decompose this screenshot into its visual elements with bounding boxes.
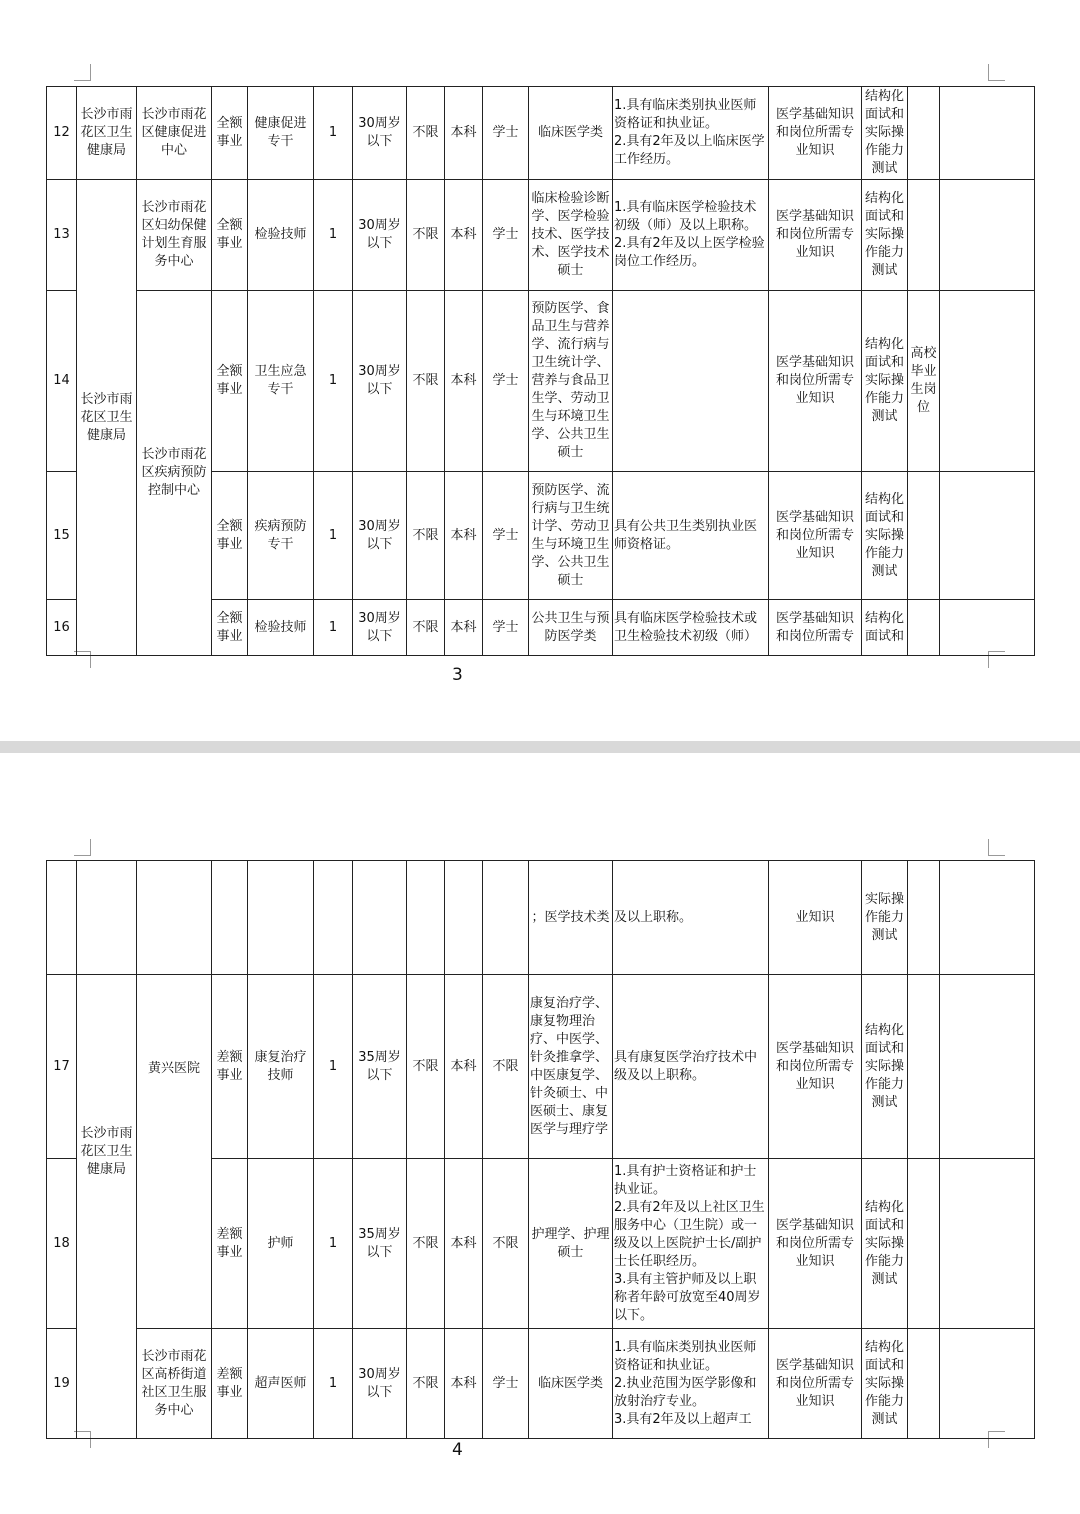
- unit-type-cell: 全额事业: [212, 87, 248, 180]
- requirement-cell: 及以上职称。: [613, 861, 769, 975]
- unit-type-cell: 差额事业: [212, 1329, 248, 1439]
- unit-type-cell: 差额事业: [212, 975, 248, 1159]
- table-row: [47, 180, 1035, 291]
- row-number: 13: [47, 180, 77, 291]
- remark-cell: [940, 180, 1035, 291]
- row-number: 17: [47, 975, 77, 1159]
- recruitment-table-page4: [46, 860, 1035, 1439]
- gender-cell: 不限: [407, 1159, 445, 1329]
- crop-mark: [988, 64, 1005, 81]
- note-cell: [908, 861, 940, 975]
- post-cell: 超声医师: [248, 1329, 314, 1439]
- count-cell: 1: [314, 472, 353, 600]
- count-cell: 1: [314, 975, 353, 1159]
- page-number: 3: [452, 665, 463, 685]
- education-cell: 本科: [445, 1329, 483, 1439]
- count-cell: 1: [314, 180, 353, 291]
- exam-cell: 医学基础知识和岗位所需专业知识: [769, 180, 862, 291]
- requirement-cell: 1.具有临床类别执业医师资格证和执业证。 2.具有2年及以上临床医学工作经历。: [613, 87, 769, 180]
- interview-cell: 实际操作能力测试: [862, 861, 908, 975]
- major-cell: 临床检验诊断学、医学检验技术、医学技术、医学技术硕士: [529, 180, 613, 291]
- crop-mark: [74, 839, 91, 856]
- education-cell: 本科: [445, 87, 483, 180]
- education-cell: 本科: [445, 291, 483, 472]
- degree-cell: 不限: [483, 1159, 529, 1329]
- department-cell: 长沙市雨花区卫生健康局: [77, 180, 137, 656]
- requirement-cell: [613, 291, 769, 472]
- post-cell: 护师: [248, 1159, 314, 1329]
- age-cell: [353, 861, 407, 975]
- interview-cell: 结构化面试和实际操作能力测试: [862, 1159, 908, 1329]
- count-cell: 1: [314, 1329, 353, 1439]
- major-cell: 预防医学、食品卫生与营养学、流行病与卫生统计学、营养与食品卫生学、劳动卫生与环境卫生学、公共卫生硕士: [529, 291, 613, 472]
- page-number: 4: [452, 1440, 463, 1460]
- gender-cell: 不限: [407, 472, 445, 600]
- interview-cell: 结构化面试和实际操作能力测试: [862, 472, 908, 600]
- education-cell: 本科: [445, 180, 483, 291]
- remark-cell: [940, 861, 1035, 975]
- unit-type-cell: 差额事业: [212, 1159, 248, 1329]
- remark-cell: [940, 975, 1035, 1159]
- unit-type-cell: 全额事业: [212, 180, 248, 291]
- gender-cell: 不限: [407, 87, 445, 180]
- note-cell: [908, 600, 940, 656]
- age-cell: 35周岁以下: [353, 1159, 407, 1329]
- table-row: [47, 87, 1035, 180]
- requirement-cell: 1.具有临床医学检验技术初级（师）及以上职称。 2.具有2年及以上医学检验岗位工作经历。: [613, 180, 769, 291]
- age-cell: 30周岁以下: [353, 180, 407, 291]
- age-cell: 30周岁以下: [353, 472, 407, 600]
- post-cell: 健康促进专干: [248, 87, 314, 180]
- post-cell: [248, 861, 314, 975]
- gender-cell: 不限: [407, 291, 445, 472]
- row-number: 15: [47, 472, 77, 600]
- degree-cell: 学士: [483, 600, 529, 656]
- remark-cell: [940, 1159, 1035, 1329]
- page-separator: [0, 741, 1080, 753]
- interview-cell: 结构化面试和实际操作能力测试: [862, 87, 908, 180]
- crop-mark: [988, 839, 1005, 856]
- unit-cell: 长沙市雨花区健康促进中心: [137, 87, 212, 180]
- row-number: 12: [47, 87, 77, 180]
- unit-cell: [137, 861, 212, 975]
- exam-cell: 医学基础知识和岗位所需专业知识: [769, 472, 862, 600]
- department-cell: [77, 861, 137, 975]
- requirement-cell: 具有公共卫生类别执业医师资格证。: [613, 472, 769, 600]
- row-number: 16: [47, 600, 77, 656]
- note-cell: [908, 975, 940, 1159]
- count-cell: [314, 861, 353, 975]
- table-row: [47, 291, 1035, 472]
- education-cell: 本科: [445, 472, 483, 600]
- requirement-cell: 1.具有临床类别执业医师资格证和执业证。 2.执业范围为医学影像和放射治疗专业。 3.具有2年及以上超声工: [613, 1329, 769, 1439]
- post-cell: 疾病预防专干: [248, 472, 314, 600]
- department-cell: 长沙市雨花区卫生健康局: [77, 975, 137, 1439]
- interview-cell: 结构化面试和: [862, 600, 908, 656]
- row-number: 18: [47, 1159, 77, 1329]
- age-cell: 30周岁以下: [353, 600, 407, 656]
- age-cell: 35周岁以下: [353, 975, 407, 1159]
- degree-cell: 不限: [483, 975, 529, 1159]
- degree-cell: 学士: [483, 87, 529, 180]
- age-cell: 30周岁以下: [353, 87, 407, 180]
- recruitment-table-page3: [46, 86, 1035, 656]
- education-cell: 本科: [445, 975, 483, 1159]
- exam-cell: 医学基础知识和岗位所需专业知识: [769, 1159, 862, 1329]
- gender-cell: 不限: [407, 600, 445, 656]
- department-cell: 长沙市雨花区卫生健康局: [77, 87, 137, 180]
- count-cell: 1: [314, 291, 353, 472]
- table-row: [47, 975, 1035, 1159]
- document-page-4: [0, 753, 1080, 1514]
- unit-type-cell: 全额事业: [212, 291, 248, 472]
- exam-cell: 医学基础知识和岗位所需专业知识: [769, 1329, 862, 1439]
- remark-cell: [940, 1329, 1035, 1439]
- requirement-cell: 1.具有护士资格证和护士执业证。 2.具有2年及以上社区卫生服务中心（卫生院）或一级及以上医院护士长/副护士长任职经历。 3.具有主管护师及以上职称者年龄可放宽至40周岁以下。: [613, 1159, 769, 1329]
- major-cell: 公共卫生与预防医学类: [529, 600, 613, 656]
- note-cell: [908, 180, 940, 291]
- gender-cell: 不限: [407, 975, 445, 1159]
- major-cell: 临床医学类: [529, 1329, 613, 1439]
- major-cell: 预防医学、流行病与卫生统计学、劳动卫生与环境卫生学、公共卫生硕士: [529, 472, 613, 600]
- degree-cell: 学士: [483, 1329, 529, 1439]
- note-cell: [908, 1329, 940, 1439]
- table-row: [47, 861, 1035, 975]
- exam-cell: 医学基础知识和岗位所需专: [769, 600, 862, 656]
- unit-type-cell: [212, 861, 248, 975]
- exam-cell: 医学基础知识和岗位所需专业知识: [769, 87, 862, 180]
- age-cell: 30周岁以下: [353, 1329, 407, 1439]
- education-cell: [445, 861, 483, 975]
- unit-cell: 长沙市雨花区妇幼保健计划生育服务中心: [137, 180, 212, 291]
- degree-cell: 学士: [483, 472, 529, 600]
- major-cell: 康复治疗学、康复物理治疗、中医学、针灸推拿学、中医康复学、针灸硕士、中医硕士、康复医学与理疗学: [529, 975, 613, 1159]
- gender-cell: [407, 861, 445, 975]
- interview-cell: 结构化面试和实际操作能力测试: [862, 1329, 908, 1439]
- interview-cell: 结构化面试和实际操作能力测试: [862, 180, 908, 291]
- remark-cell: [940, 600, 1035, 656]
- interview-cell: 结构化面试和实际操作能力测试: [862, 291, 908, 472]
- exam-cell: 医学基础知识和岗位所需专业知识: [769, 975, 862, 1159]
- crop-mark: [74, 64, 91, 81]
- major-cell: 护理学、护理硕士: [529, 1159, 613, 1329]
- post-cell: 卫生应急专干: [248, 291, 314, 472]
- degree-cell: [483, 861, 529, 975]
- education-cell: 本科: [445, 600, 483, 656]
- row-number: [47, 861, 77, 975]
- count-cell: 1: [314, 600, 353, 656]
- note-cell: [908, 87, 940, 180]
- unit-type-cell: 全额事业: [212, 600, 248, 656]
- note-cell: [908, 472, 940, 600]
- requirement-cell: 具有康复医学治疗技术中级及以上职称。: [613, 975, 769, 1159]
- unit-cell: 长沙市雨花区疾病预防控制中心: [137, 291, 212, 656]
- unit-cell: 黄兴医院: [137, 975, 212, 1329]
- note-cell: 高校毕业生岗位: [908, 291, 940, 472]
- major-cell: ；医学技术类: [529, 861, 613, 975]
- table-row: [47, 1329, 1035, 1439]
- major-cell: 临床医学类: [529, 87, 613, 180]
- interview-cell: 结构化面试和实际操作能力测试: [862, 975, 908, 1159]
- remark-cell: [940, 472, 1035, 600]
- education-cell: 本科: [445, 1159, 483, 1329]
- remark-cell: [940, 87, 1035, 180]
- degree-cell: 学士: [483, 180, 529, 291]
- gender-cell: 不限: [407, 180, 445, 291]
- count-cell: 1: [314, 87, 353, 180]
- document-page-3: [0, 0, 1080, 741]
- requirement-cell: 具有临床医学检验技术或卫生检验技术初级（师）: [613, 600, 769, 656]
- post-cell: 康复治疗技师: [248, 975, 314, 1159]
- age-cell: 30周岁以下: [353, 291, 407, 472]
- unit-type-cell: 全额事业: [212, 472, 248, 600]
- post-cell: 检验技师: [248, 180, 314, 291]
- remark-cell: [940, 291, 1035, 472]
- unit-cell: 长沙市雨花区高桥街道社区卫生服务中心: [137, 1329, 212, 1439]
- degree-cell: 学士: [483, 291, 529, 472]
- row-number: 19: [47, 1329, 77, 1439]
- gender-cell: 不限: [407, 1329, 445, 1439]
- exam-cell: 医学基础知识和岗位所需专业知识: [769, 291, 862, 472]
- exam-cell: 业知识: [769, 861, 862, 975]
- row-number: 14: [47, 291, 77, 472]
- count-cell: 1: [314, 1159, 353, 1329]
- post-cell: 检验技师: [248, 600, 314, 656]
- note-cell: [908, 1159, 940, 1329]
